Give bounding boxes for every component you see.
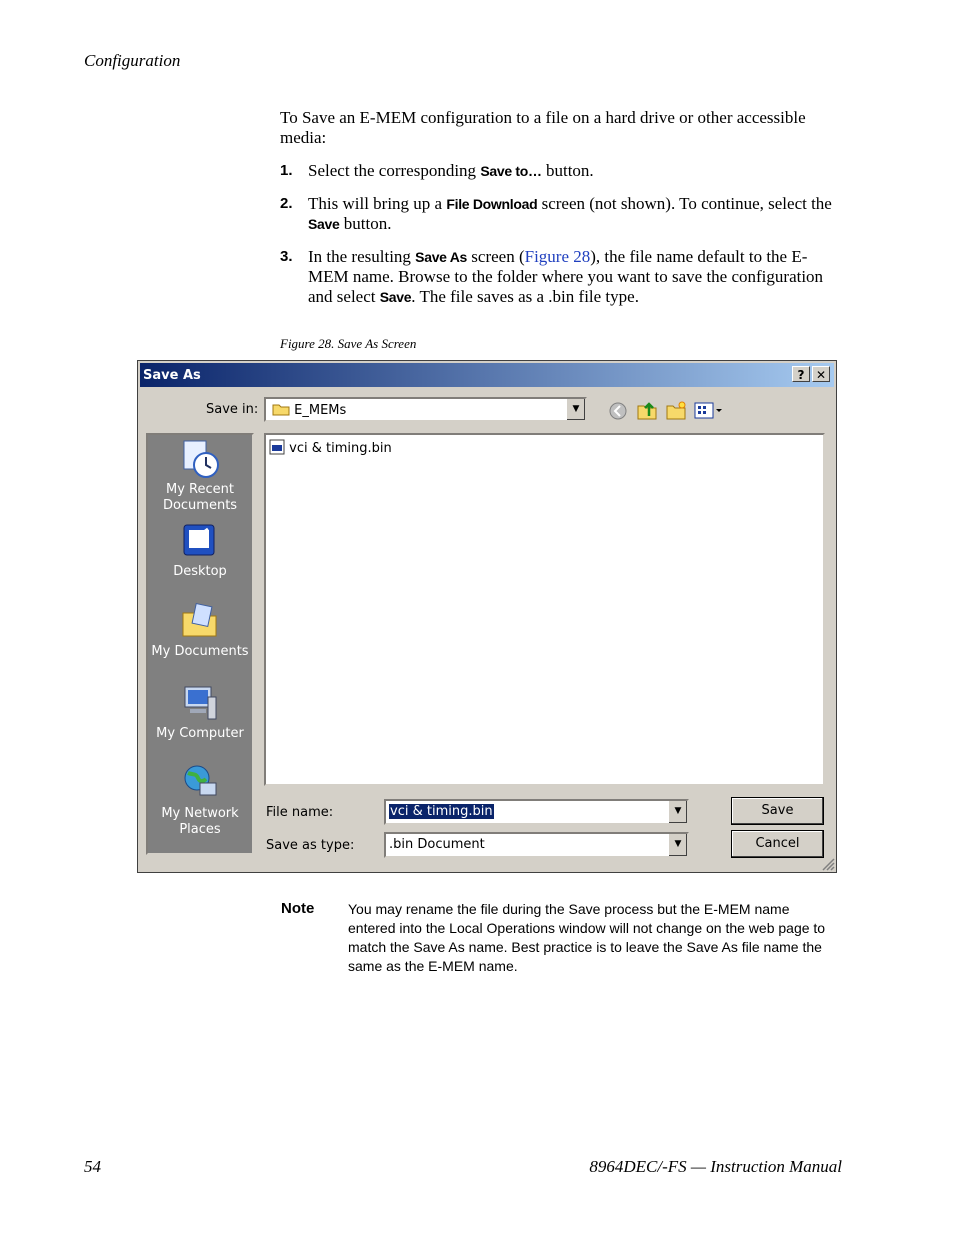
file-icon (269, 439, 285, 455)
place-my-recent-documents[interactable] (148, 439, 252, 514)
figure-link[interactable]: Figure 28 (524, 247, 591, 266)
recent-documents-icon (180, 439, 220, 479)
documents-folder-icon (180, 601, 220, 641)
save-button[interactable]: Save (731, 797, 824, 825)
note-text: You may rename the file during the Save process but the E-MEM name entered into the Local Operations window will not change on the web page to match the Save As name. Best practice is to leave the Save As file name the same as the E-MEM name. (348, 901, 826, 974)
chevron-down-icon[interactable]: ▼ (668, 834, 687, 856)
chevron-down-icon[interactable]: ▼ (566, 399, 585, 420)
figure-caption: Figure 28. Save As Screen (280, 336, 417, 351)
note-label: Note (281, 900, 315, 917)
step-number: 1. (280, 162, 293, 179)
computer-icon (180, 683, 220, 723)
up-folder-icon[interactable] (636, 399, 658, 421)
list-item[interactable] (269, 439, 392, 456)
save-as-type-label: Save as type: (266, 838, 355, 853)
file-name-input[interactable] (384, 799, 689, 825)
place-my-computer[interactable] (148, 683, 252, 742)
place-label: My Recent Documents (162, 482, 238, 513)
places-bar (146, 433, 254, 855)
save-as-type-dropdown[interactable] (384, 832, 689, 858)
cancel-button[interactable]: Cancel (731, 830, 824, 858)
step-text: Select the corresponding Save to… button. (308, 161, 594, 180)
resize-grip-icon[interactable] (821, 857, 835, 871)
file-name-label: File name: (266, 805, 334, 820)
back-icon[interactable] (608, 401, 628, 421)
dialog-title: Save As (143, 368, 201, 383)
manual-title: 8964DEC/-FS — Instruction Manual (589, 1157, 842, 1176)
chevron-down-icon[interactable]: ▼ (668, 801, 687, 823)
place-label: My Network Places (161, 806, 239, 837)
close-button[interactable]: ✕ (812, 366, 830, 382)
step-number: 3. (280, 248, 293, 265)
desktop-icon (180, 521, 220, 561)
step-text: This will bring up a File Download screen (not shown). To continue, select the Save button. (308, 194, 832, 233)
step-number: 2. (280, 195, 293, 212)
page-number: 54 (84, 1157, 101, 1176)
save-as-type-value: .bin Document (389, 837, 485, 852)
place-desktop[interactable] (148, 521, 252, 580)
place-label: Desktop (173, 564, 227, 579)
file-name: vci & timing.bin (289, 441, 392, 456)
place-label: My Documents (151, 644, 249, 659)
folder-icon (272, 402, 290, 416)
place-my-network-places[interactable] (148, 763, 252, 838)
save-in-label: Save in: (206, 402, 259, 417)
network-globe-icon (180, 763, 220, 803)
save-in-value: E_MEMs (294, 403, 347, 418)
file-list[interactable] (264, 433, 825, 786)
save-in-dropdown[interactable] (264, 397, 587, 422)
step-text: In the resulting Save As screen (Figure 28), the file name default to the E-MEM name. Browse to the folder where you want to save the configuration and select Save. The file saves as a .bin file type. (308, 247, 824, 306)
place-label: My Computer (156, 726, 244, 741)
intro-paragraph: To Save an E-MEM configuration to a file on a hard drive or other accessible media: (280, 108, 806, 147)
title-bar[interactable] (140, 363, 834, 387)
file-name-value: vci & timing.bin (390, 804, 493, 819)
running-header: Configuration (84, 51, 181, 70)
save-as-dialog (137, 360, 837, 873)
views-menu-icon[interactable] (694, 401, 724, 421)
new-folder-icon[interactable] (665, 399, 687, 421)
place-my-documents[interactable] (148, 601, 252, 660)
help-button[interactable]: ? (792, 366, 810, 382)
